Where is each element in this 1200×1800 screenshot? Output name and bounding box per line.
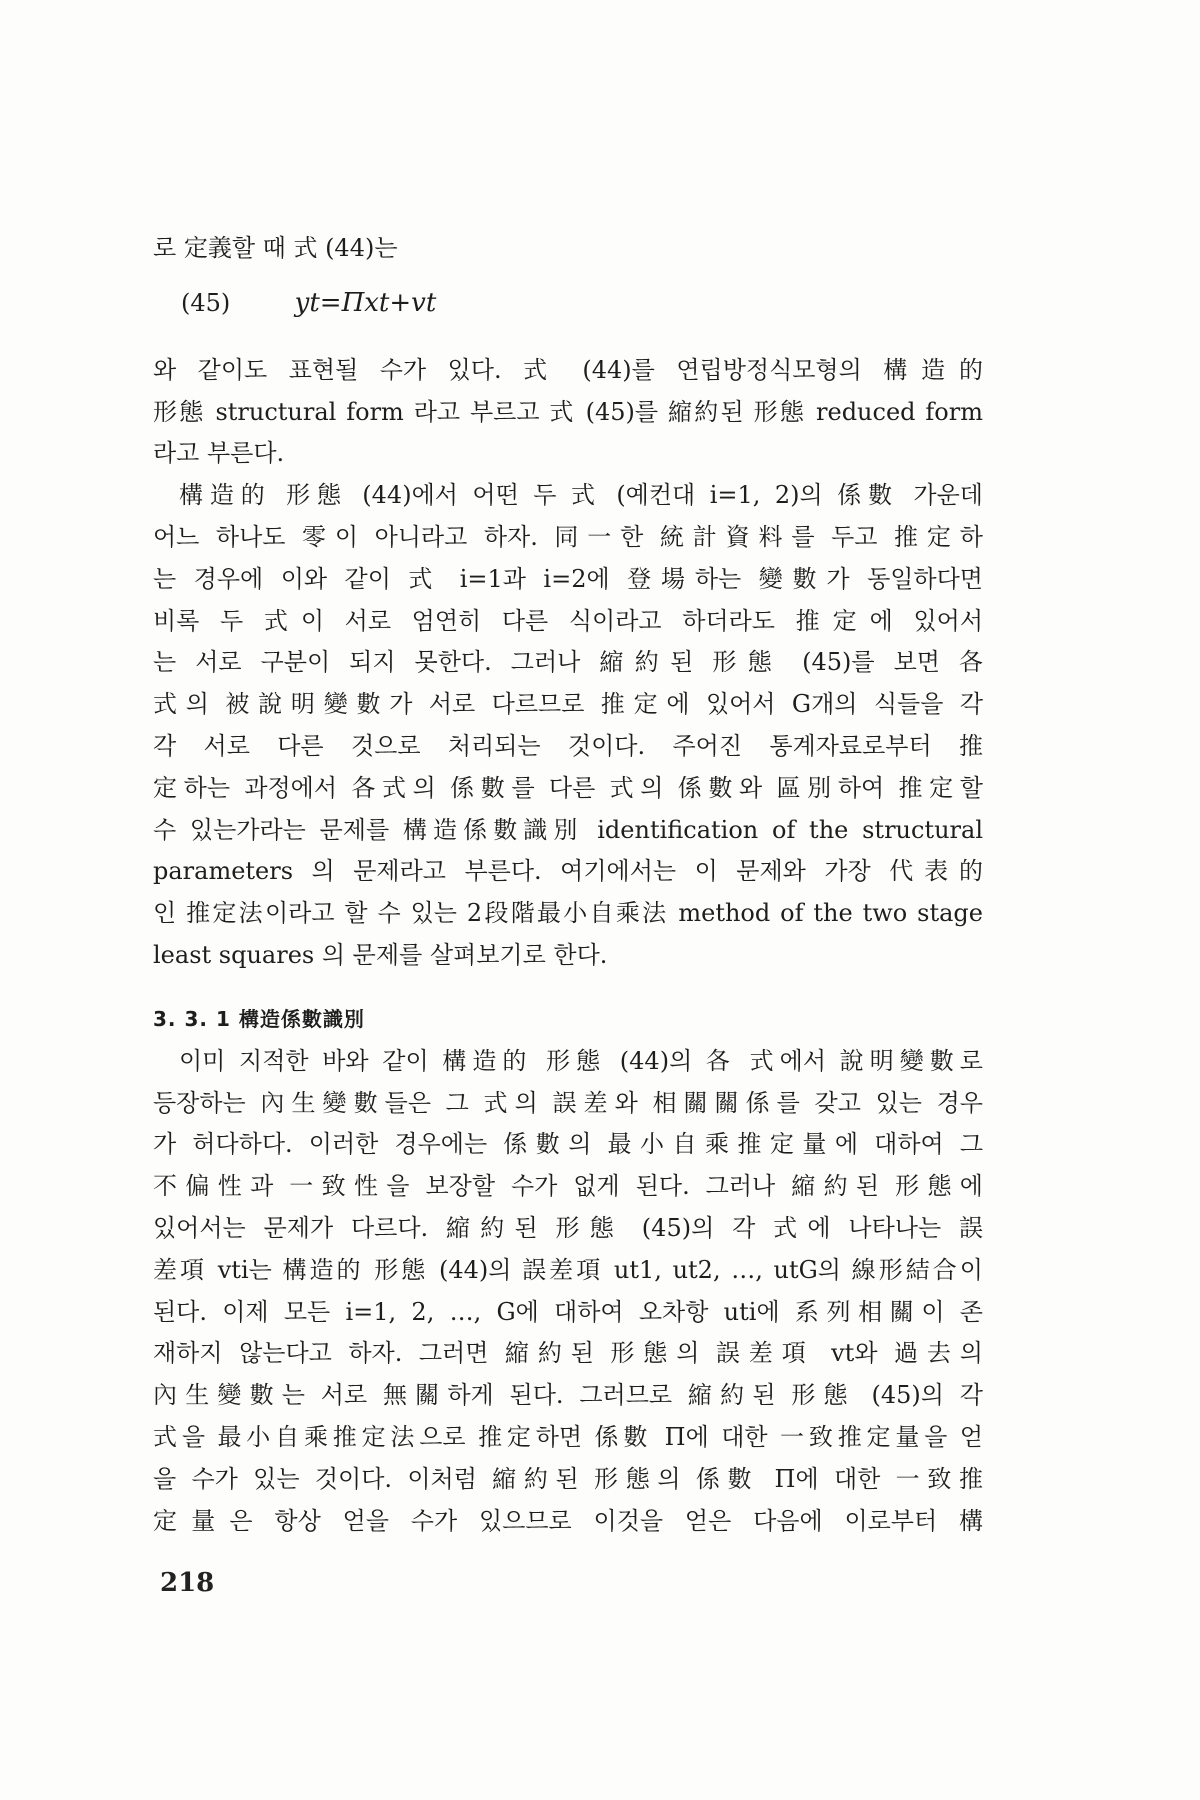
text-line: least squares 의 문제를 살펴보기로 한다.: [153, 940, 608, 969]
text-line: 로 定義할 때 式 (44)는: [153, 234, 398, 262]
equation-45: [181, 278, 983, 328]
text-line: 인 推定法이라고 할 수 있는 2段階最小自乘法 method of the two stage: [153, 899, 983, 928]
text-line: 는 서로 구분이 되지 못한다. 그러나 縮約된 形態 (45)를 보면 各: [153, 648, 983, 677]
text-line: 定하는 과정에서 各式의 係數를 다른 式의 係數와 區別하여 推定할: [153, 773, 983, 802]
text-line: 각 서로 다른 것으로 처리되는 것이다. 주어진 통계자료로부터 推: [153, 731, 983, 760]
text-line: 라고 부른다.: [153, 439, 285, 468]
text-line: 式을 最小自乘推定法으로 推定하면 係數 Π에 대한 一致推定量을 얻: [153, 1422, 983, 1451]
text-line: 式의 被說明變數가 서로 다르므로 推定에 있어서 G개의 식들을 각: [153, 690, 983, 719]
text-line: 어느 하나도 零이 아니라고 하자. 同一한 統計資料를 두고 推定하: [153, 522, 983, 551]
text-line: parameters 의 문제라고 부른다. 여기에서는 이 문제와 가장 代表的: [153, 857, 983, 886]
text-line: 있어서는 문제가 다르다. 縮約된 形態 (45)의 각 式에 나타나는 誤: [153, 1213, 983, 1242]
body-text: [153, 228, 983, 1542]
equation-number: (45): [181, 288, 231, 317]
text-line: 이미 지적한 바와 같이 構造的 形態 (44)의 各 式에서 說明變數로: [179, 1046, 983, 1075]
text-line: 差項 vti는 構造的 形態 (44)의 誤差項 ut1, ut2, …, utG의 線形結合이: [153, 1255, 983, 1284]
text-line: 된다. 이제 모든 i=1, 2, …, G에 대하여 오차항 uti에 系列相關이 존: [153, 1297, 983, 1326]
text-line: 가 허다하다. 이러한 경우에는 係數의 最小自乘推定量에 대하여 그: [153, 1130, 983, 1159]
text-line: 재하지 않는다고 하자. 그러면 縮約된 形態의 誤差項 vt와 過去의: [153, 1339, 983, 1368]
text-line: 形態 structural form 라고 부르고 式 (45)를 縮約된 形態 reduced form: [153, 397, 983, 426]
text-line: 는 경우에 이와 같이 式 i=1과 i=2에 登場하는 變數가 동일하다면: [153, 564, 983, 593]
section-heading: 3. 3. 1 構造係數識別: [153, 1006, 365, 1031]
text-line: 수 있는가라는 문제를 構造係數識別 identification of the structural: [153, 815, 983, 844]
text-line: 內生變數는 서로 無關하게 된다. 그러므로 縮約된 形態 (45)의 각: [153, 1381, 983, 1410]
text-line: 構造的 形態 (44)에서 어떤 두 式 (예컨대 i=1, 2)의 係數 가운데: [179, 481, 983, 510]
equation-body: yt=Πxt+vt: [294, 287, 437, 318]
text-line: 不偏性과 一致性을 보장할 수가 없게 된다. 그러나 縮約된 形態에: [153, 1172, 983, 1201]
text-line: 와 같이도 표현될 수가 있다. 式 (44)를 연립방정식모형의 構造的: [153, 355, 983, 384]
text-line: 定量은 항상 얻을 수가 있으므로 이것을 얻은 다음에 이로부터 構: [153, 1506, 983, 1535]
text-line: 등장하는 內生變數들은 그 式의 誤差와 相關關係를 갖고 있는 경우: [153, 1088, 983, 1117]
page-number: 218: [160, 1568, 215, 1598]
text-line: 을 수가 있는 것이다. 이처럼 縮約된 形態의 係數 Π에 대한 一致推: [153, 1464, 983, 1493]
text-line: 비록 두 式이 서로 엄연히 다른 식이라고 하더라도 推定에 있어서: [153, 606, 983, 635]
